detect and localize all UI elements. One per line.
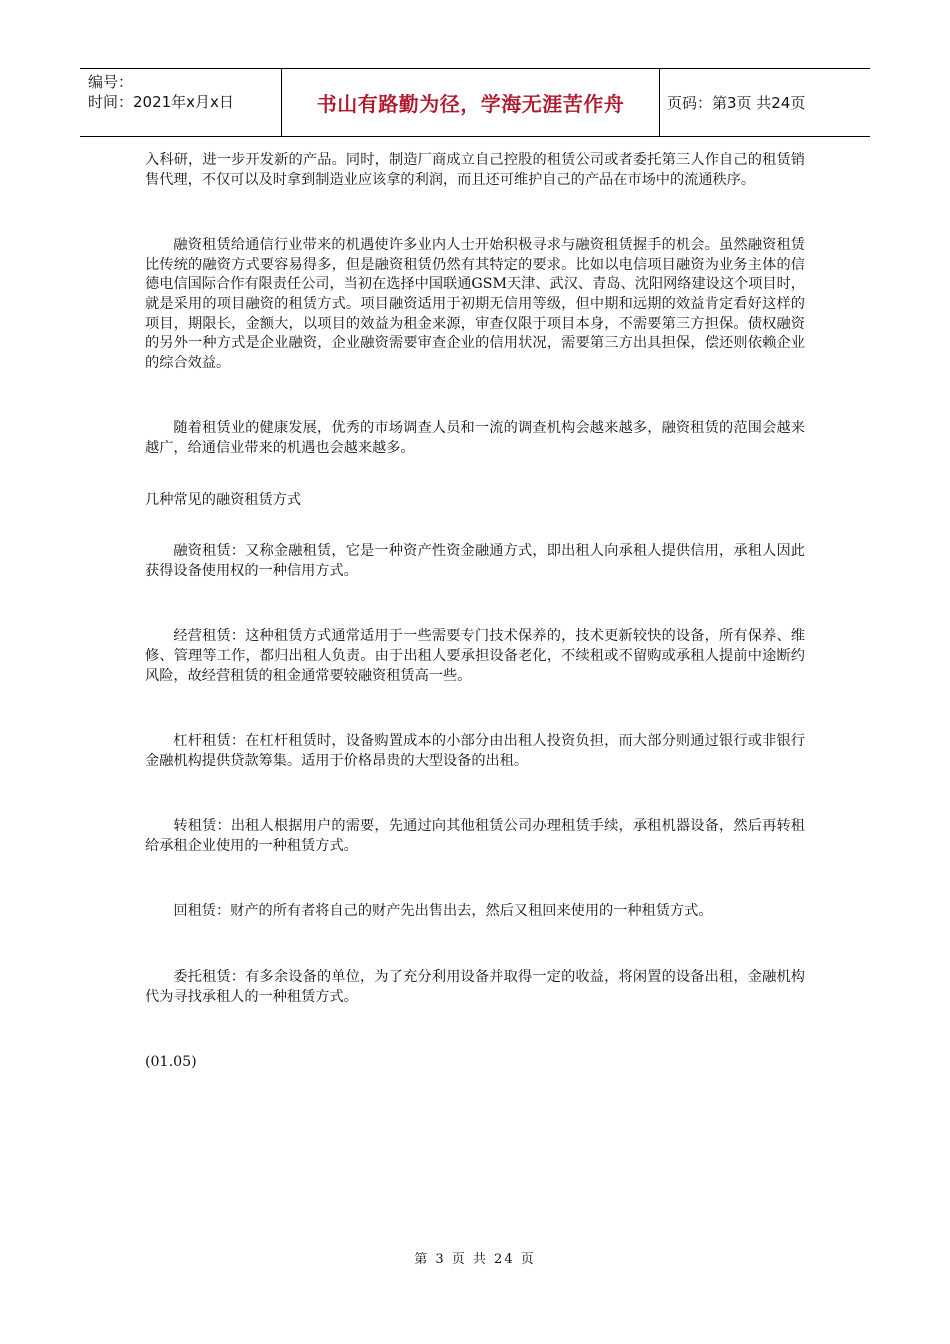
- paragraph: 随着租赁业的健康发展，优秀的市场调查人员和一流的调查机构会越来越多，融资租赁的范围会越来越广，给通信业带来的机遇也会越来越多。: [145, 420, 805, 456]
- header-page-info: 页码：第3页 共24页: [667, 94, 806, 112]
- paragraph: 转租赁：出租人根据用户的需要，先通过向其他租赁公司办理租赁手续，承租机器设备，然后再转租给承租企业使用的一种租赁方式。: [145, 818, 805, 854]
- page-footer: 第 3 页 共 24 页: [414, 1252, 536, 1267]
- paragraph: 入科研，进一步开发新的产品。同时，制造厂商成立自己控股的租赁公司或者委托第三人作自己的租赁销售代理，不仅可以及时拿到制造业应该拿的利润，而且还可维护自己的产品在市场中的流通秩序。: [145, 152, 805, 188]
- paragraph: 委托租赁：有多余设备的单位，为了充分利用设备并取得一定的收益，将闲置的设备出租，金融机构代为寻找承租人的一种租赁方式。: [145, 969, 805, 1005]
- document-date: 时间：2021年x月x日: [88, 93, 234, 111]
- date-note: (01.05): [145, 1054, 197, 1071]
- document-body: [145, 151, 805, 1073]
- page-header: [80, 68, 870, 137]
- paragraph: 经营租赁：这种租赁方式通常适用于一些需要专门技术保养的，技术更新较快的设备，所有保养、维修、管理等工作，都归出租人负责。由于出租人要承担设备老化，不续租或不留购或承租人提前中途断约风险，故经营租赁的租金通常要较融资租赁高一些。: [145, 628, 805, 684]
- paragraph: 杠杆租赁：在杠杆租赁时，设备购置成本的小部分由出租人投资负担，而大部分则通过银行或非银行金融机构提供贷款筹集。适用于价格昂贵的大型设备的出租。: [145, 733, 805, 769]
- paragraph: 回租赁：财产的所有者将自己的财产先出售出去，然后又租回来使用的一种租赁方式。: [173, 903, 713, 920]
- paragraph: 融资租赁给通信行业带来的机遇使许多业内人士开始积极寻求与融资租赁握手的机会。虽然融资租赁比传统的融资方式要容易得多，但是融资租赁仍然有其特定的要求。比如以电信项目融资为业务主体的信德电信国际合作有限责任公司，当初在选择中国联通GSM天津、武汉、青岛、沈阳网络建设这个项目时，就是采用的项目融资的租赁方式。项目融资适用于初期无信用等级，但中期和远期的效益肯定看好这样的项目，期限长，金额大，以项目的效益为租金来源，审查仅限于项目本身，不需要第三方担保。债权融资的另外一种方式是企业融资，企业融资需要审查企业的信用状况，需要第三方出具担保，偿还则依赖企业的综合效益。: [145, 237, 805, 371]
- section-heading: 几种常见的融资租赁方式: [145, 491, 302, 508]
- header-meta: [80, 69, 282, 136]
- paragraph: 融资租赁：又称金融租赁，它是一种资产性资金融通方式，即出租人向承租人提供信用，承租人因此获得设备使用权的一种信用方式。: [145, 543, 805, 579]
- document-number-label: 编号：: [88, 73, 134, 91]
- header-motto: 书山有路勤为径，学海无涯苦作舟: [282, 69, 660, 136]
